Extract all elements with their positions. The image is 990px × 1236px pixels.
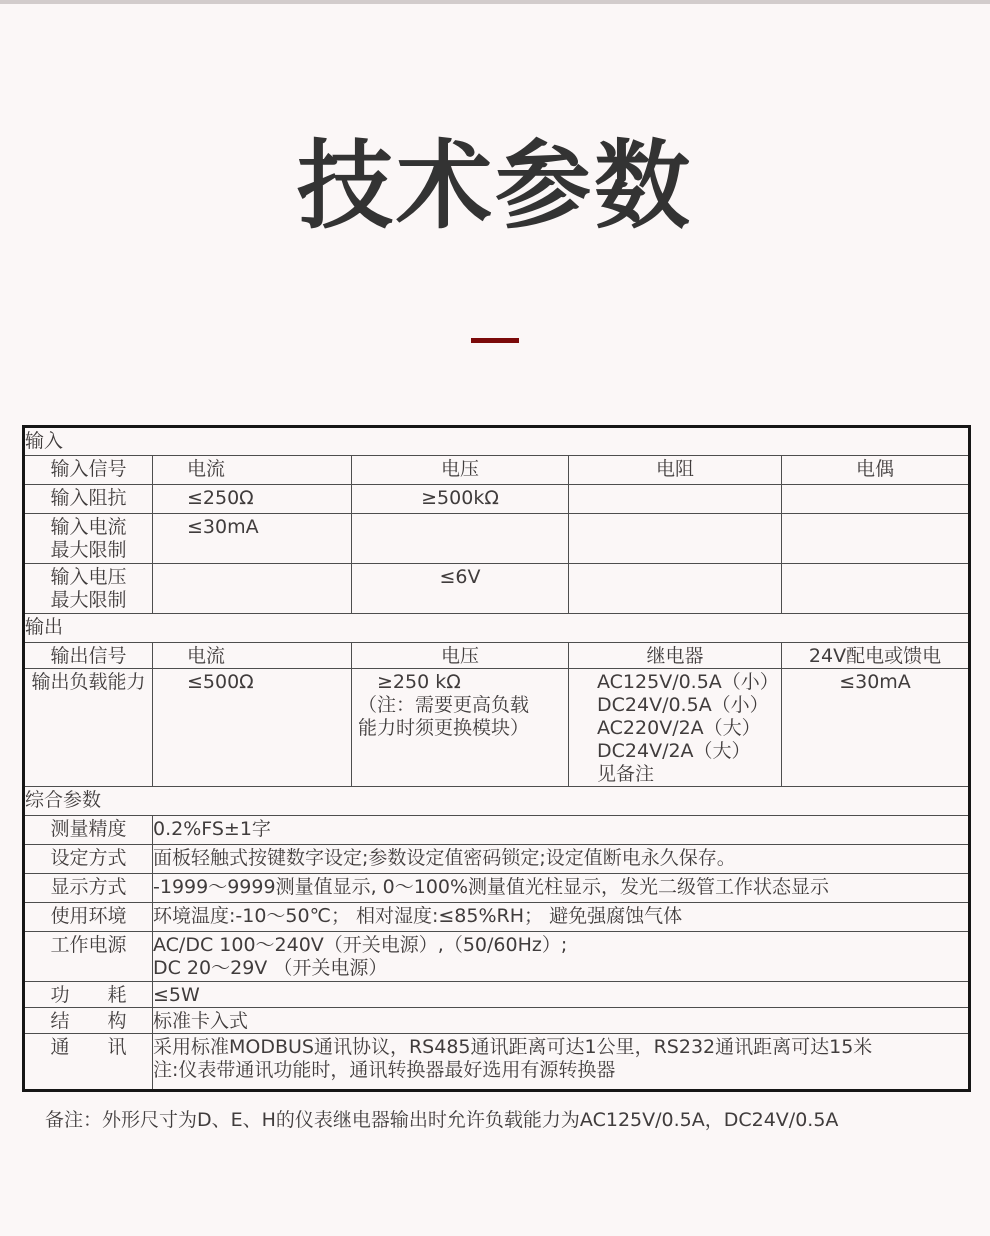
cell-line: DC24V/2A（大） xyxy=(597,740,751,762)
footnote: 备注：外形尺寸为D、E、H的仪表继电器输出时允许负载能力为AC125V/0.5A，DC24V/0.5A xyxy=(45,1109,839,1131)
value-cell xyxy=(782,564,970,614)
cell-line: 测量精度 xyxy=(50,818,127,840)
row-label xyxy=(24,564,153,614)
cell-line: 电流 xyxy=(187,645,226,667)
value-cell xyxy=(569,485,782,514)
cell-line: 电流 xyxy=(187,458,226,480)
cell-line: ≤30mA xyxy=(187,516,259,538)
cell-line: ≤5W xyxy=(153,984,200,1006)
row-value xyxy=(153,932,970,982)
table-row xyxy=(24,874,970,903)
cell-line: 功 耗 xyxy=(50,984,127,1006)
value-cell xyxy=(153,485,352,514)
cell-line: 工作电源 xyxy=(50,934,127,956)
cell-line: 电压 xyxy=(440,645,479,667)
cell-line: ≥250 kΩ xyxy=(358,671,461,693)
table-row xyxy=(24,669,970,787)
row-label xyxy=(24,669,153,787)
cell-line: AC/DC 100～240V（开关电源）,（50/60Hz）; xyxy=(153,934,568,956)
row-label xyxy=(24,643,153,669)
value-cell xyxy=(352,514,569,564)
row-value xyxy=(153,816,970,845)
value-cell xyxy=(782,456,970,485)
value-cell xyxy=(782,514,970,564)
value-cell xyxy=(569,643,782,669)
accent-divider xyxy=(471,338,519,343)
cell-line: 最大限制 xyxy=(50,539,127,561)
value-cell xyxy=(782,669,970,787)
value-cell xyxy=(782,485,970,514)
value-cell xyxy=(153,514,352,564)
cell-line: 采用标准MODBUS通讯协议，RS485通讯距离可达1公里，RS232通讯距离可达15米 xyxy=(153,1036,873,1058)
row-label xyxy=(24,1008,153,1034)
row-value xyxy=(153,982,970,1008)
cell-line: 输出信号 xyxy=(50,645,127,667)
cell-line: ≤30mA xyxy=(839,671,911,693)
table-row xyxy=(24,514,970,564)
section-label: 输出 xyxy=(24,614,970,643)
row-label xyxy=(24,932,153,982)
row-label xyxy=(24,514,153,564)
value-cell xyxy=(153,564,352,614)
value-cell xyxy=(352,669,569,787)
cell-line: ≤250Ω xyxy=(187,487,254,509)
value-cell xyxy=(153,669,352,787)
spec-table-wrap xyxy=(22,425,968,1092)
cell-line: 结 构 xyxy=(50,1010,127,1032)
row-label xyxy=(24,903,153,932)
table-row xyxy=(24,903,970,932)
table-row xyxy=(24,564,970,614)
cell-line: （注：需要更高负载 xyxy=(358,694,530,716)
table-row xyxy=(24,932,970,982)
cell-line: 注:仪表带通讯功能时，通讯转换器最好选用有源转换器 xyxy=(153,1059,616,1081)
row-label xyxy=(24,816,153,845)
table-row xyxy=(24,845,970,874)
cell-line: 面板轻触式按键数字设定;参数设定值密码锁定;设定值断电永久保存。 xyxy=(153,847,736,869)
cell-line: -1999～9999测量值显示, 0～100%测量值光柱显示，发光二级管工作状态显示 xyxy=(153,876,830,898)
row-value xyxy=(153,1034,970,1091)
value-cell xyxy=(352,485,569,514)
cell-line: ≤6V xyxy=(439,566,481,588)
value-cell xyxy=(569,456,782,485)
row-label xyxy=(24,982,153,1008)
section-label: 综合参数 xyxy=(24,787,970,816)
cell-line: 输出负载能力 xyxy=(31,671,146,693)
value-cell xyxy=(569,564,782,614)
row-value xyxy=(153,903,970,932)
table-row xyxy=(24,982,970,1008)
row-value xyxy=(153,845,970,874)
table-row xyxy=(24,1008,970,1034)
cell-line: 环境温度:-10～50℃； 相对湿度:≤85%RH； 避免强腐蚀气体 xyxy=(153,905,683,927)
value-cell xyxy=(569,669,782,787)
value-cell xyxy=(569,514,782,564)
section-label: 输入 xyxy=(24,427,970,456)
cell-line: DC 20～29V （开关电源） xyxy=(153,957,388,979)
value-cell xyxy=(352,456,569,485)
cell-line: 最大限制 xyxy=(50,589,127,611)
row-label xyxy=(24,456,153,485)
table-row xyxy=(24,816,970,845)
cell-line: 电偶 xyxy=(855,458,894,480)
cell-line: 显示方式 xyxy=(50,876,127,898)
table-row xyxy=(24,456,970,485)
value-cell xyxy=(153,643,352,669)
cell-line: 输入电流 xyxy=(50,516,127,538)
value-cell xyxy=(153,456,352,485)
spec-table xyxy=(22,425,971,1092)
table-row xyxy=(24,485,970,514)
cell-line: 见备注 xyxy=(597,763,655,785)
cell-line: 设定方式 xyxy=(50,847,127,869)
page-title: 技术参数 xyxy=(297,130,693,242)
cell-line: AC125V/0.5A（小） xyxy=(597,671,779,693)
cell-line: 使用环境 xyxy=(50,905,127,927)
cell-line: 电阻 xyxy=(655,458,694,480)
row-value xyxy=(153,874,970,903)
cell-line: 继电器 xyxy=(646,645,704,667)
spec-table-body xyxy=(24,427,970,1091)
top-strip xyxy=(0,0,990,4)
value-cell xyxy=(352,564,569,614)
row-value xyxy=(153,1008,970,1034)
section-row xyxy=(24,787,970,816)
value-cell xyxy=(782,643,970,669)
cell-line: 通 讯 xyxy=(50,1036,127,1058)
cell-line: 0.2%FS±1字 xyxy=(153,818,271,840)
table-row xyxy=(24,643,970,669)
cell-line: 标准卡入式 xyxy=(153,1010,249,1032)
row-label xyxy=(24,845,153,874)
cell-line: ≥500kΩ xyxy=(421,487,499,509)
cell-line: 能力时须更换模块） xyxy=(358,717,530,739)
cell-line: DC24V/0.5A（小） xyxy=(597,694,769,716)
section-row xyxy=(24,427,970,456)
row-label xyxy=(24,874,153,903)
table-row xyxy=(24,1034,970,1091)
cell-line: ≤500Ω xyxy=(187,671,254,693)
value-cell xyxy=(352,643,569,669)
cell-line: AC220V/2A（大） xyxy=(597,717,761,739)
row-label xyxy=(24,485,153,514)
cell-line: 输入电压 xyxy=(50,566,127,588)
cell-line: 输入阻抗 xyxy=(50,487,127,509)
section-row xyxy=(24,614,970,643)
cell-line: 输入信号 xyxy=(50,458,127,480)
cell-line: 24V配电或馈电 xyxy=(808,645,942,667)
row-label xyxy=(24,1034,153,1091)
cell-line: 电压 xyxy=(440,458,479,480)
